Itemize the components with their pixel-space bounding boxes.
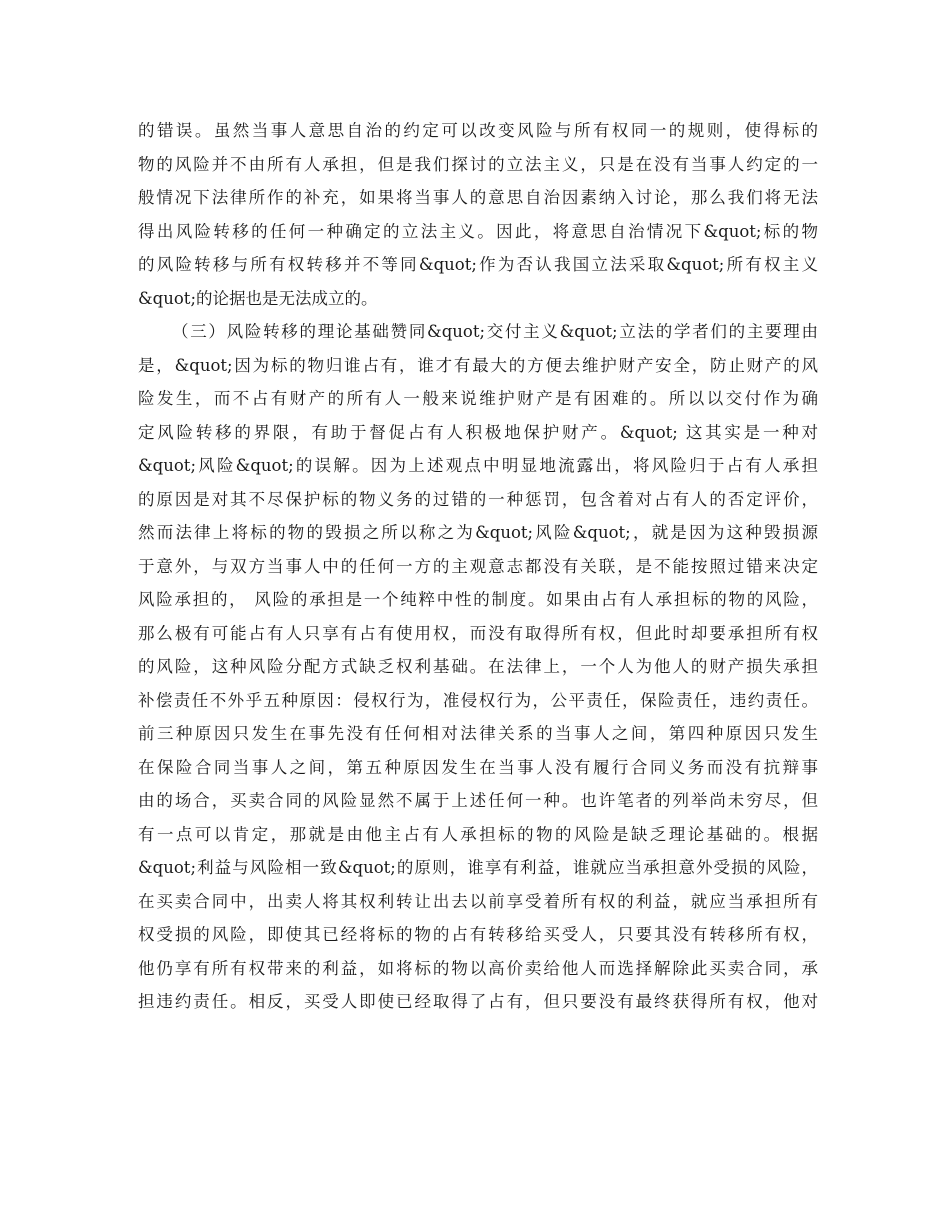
document-body (138, 114, 818, 1019)
text-line: 于意外，与双方当事人中的任何一方的主观意志都没有关联，是不能按照过错来决定 (138, 556, 818, 576)
text-line: 般情况下法律所作的补充，如果将当事人的意思自治因素纳入讨论，那么我们将无法 (138, 188, 818, 207)
text-line: 有一点可以肯定，那就是由他主占有人承担标的物的风险是缺乏理论基础的。根据 (138, 824, 818, 844)
text-line: 他仍享有所有权带来的利益，如将标的物以高价卖给他人而选择解除此买卖合同，承 (138, 958, 818, 978)
text-line: 在买卖合同中，出卖人将其权利转让出去以前享受着所有权的利益，就应当承担所有 (138, 891, 818, 911)
text-line: 是，&quot;因为标的物归谁占有，谁才有最大的方便去维护财产安全，防止财产的风 (138, 355, 818, 375)
text-line: 担违约责任。相反，买受人即使已经取得了占有，但只要没有最终获得所有权，他对 (138, 992, 818, 1011)
text-line: &quot;利益与风险相一致&quot;的原则，谁享有利益，谁就应当承担意外受损的风险， (138, 858, 818, 877)
text-line: 然而法律上将标的物的毁损之所以称之为&quot;风险&quot;，就是因为这种毁损源 (138, 523, 818, 542)
text-line: 的风险，这种风险分配方式缺乏权利基础。在法律上，一个人为他人的财产损失承担 (138, 657, 818, 676)
text-line: 补偿责任不外乎五种原因：侵权行为，准侵权行为，公平责任，保险责任，违约责任。 (138, 690, 818, 710)
text-line: 定风险转移的界限，有助于督促占有人积极地保护财产。&quot; 这其实是一种对 (138, 422, 818, 442)
text-line: 的风险转移与所有权转移并不等同&quot;作为否认我国立法采取&quot;所有权主义 (138, 255, 818, 274)
text-line: 在保险合同当事人之间，第五种原因发生在当事人没有履行合同义务而没有抗辩事 (138, 757, 818, 777)
text-line: 由的场合，买卖合同的风险显然不属于上述任何一种。也许笔者的列举尚未穷尽，但 (138, 791, 818, 810)
text-line: 的错误。虽然当事人意思自治的约定可以改变风险与所有权同一的规则，使得标的 (138, 121, 818, 140)
text-line: 风险承担的， 风险的承担是一个纯粹中性的制度。如果由占有人承担标的物的风险， (138, 590, 818, 609)
text-line: 险发生，而不占有财产的所有人一般来说维护财产是有困难的。所以以交付作为确 (138, 389, 818, 408)
text-line: &quot;风险&quot;的误解。因为上述观点中明显地流露出，将风险归于占有人承担 (138, 456, 818, 475)
text-line: 得出风险转移的任何一种确定的立法主义。因此，将意思自治情况下&quot;标的物 (138, 221, 818, 241)
text-line: 那么极有可能占有人只享有占有使用权，而没有取得所有权，但此时却要承担所有权 (138, 623, 818, 643)
text-line: 的原因是对其不尽保护标的物义务的过错的一种惩罚，包含着对占有人的否定评价， (138, 489, 818, 509)
text-line: 前三种原因只发生在事先没有任何相对法律关系的当事人之间，第四种原因只发生 (138, 724, 818, 743)
paragraph-heading-line: （三）风险转移的理论基础赞同&quot;交付主义&quot;立法的学者们的主要理由 (172, 322, 818, 341)
text-line: &quot;的论据也是无法成立的。 (138, 288, 378, 308)
text-line: 权受损的风险，即使其已经将标的物的占有转移给买受人，只要其没有转移所有权， (138, 925, 818, 944)
text-line: 物的风险并不由所有人承担，但是我们探讨的立法主义，只是在没有当事人约定的一 (138, 154, 818, 174)
